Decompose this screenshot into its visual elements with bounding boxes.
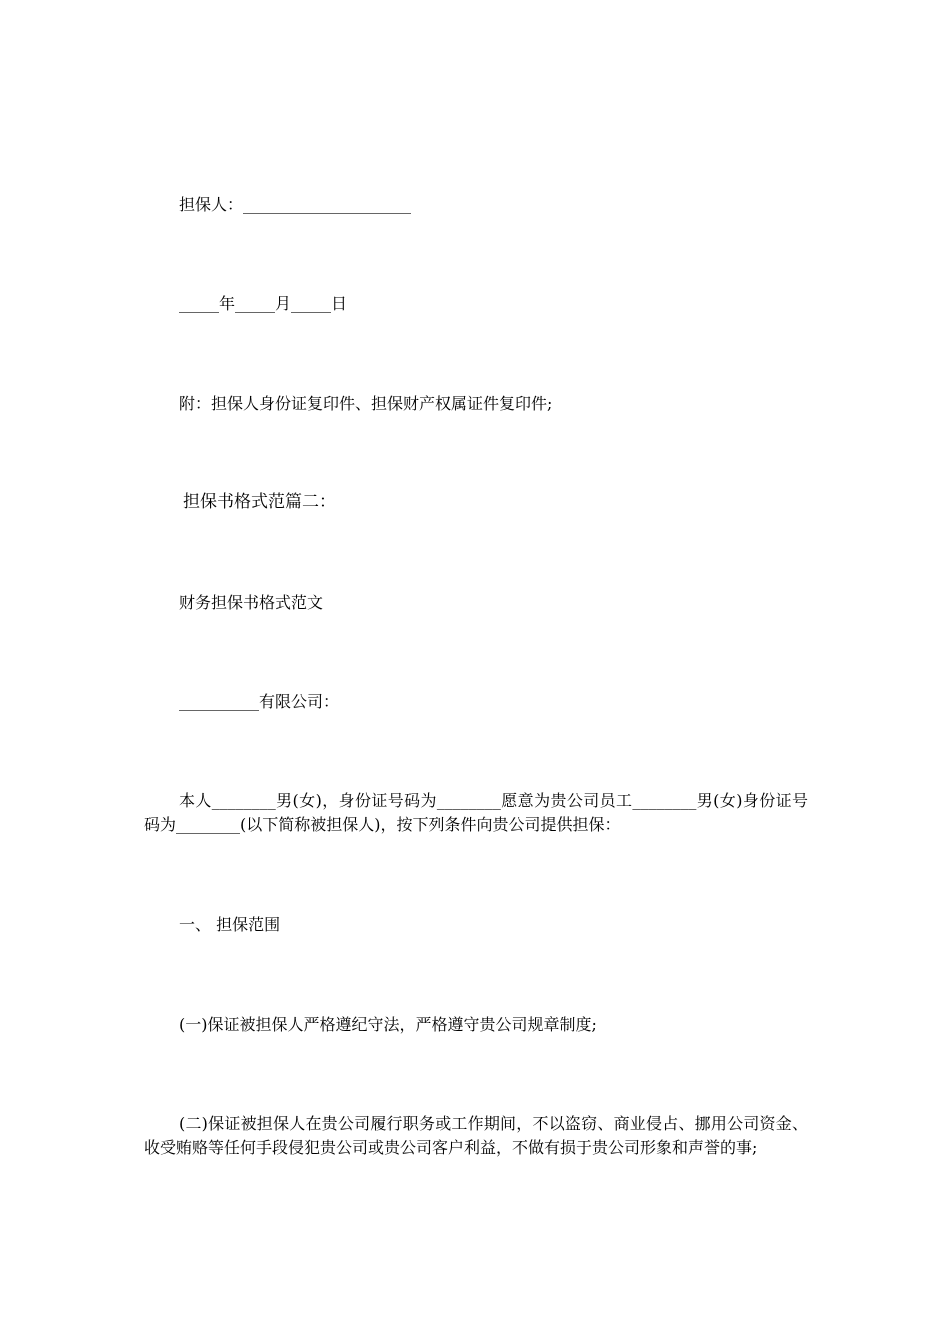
clause-1-heading: 一、 担保范围 bbox=[179, 915, 281, 934]
clause-1-item-2: (二)保证被担保人在贵公司履行职务或工作期间，不以盗窃、商业侵占、挪用公司资金、收受贿赂等任何手段侵犯贵公司或贵公司客户利益，不做有损于贵公司形象和声誉的事; bbox=[144, 1114, 808, 1157]
attachment-note: 附：担保人身份证复印件、担保财产权属证件复印件; bbox=[179, 394, 553, 413]
date-line: _____年_____月_____日 bbox=[179, 294, 348, 313]
document-subtitle: 财务担保书格式范文 bbox=[179, 593, 324, 612]
addressee-line: __________有限公司： bbox=[179, 692, 340, 711]
guarantor-signature-line: 担保人：_____________________ bbox=[179, 195, 412, 214]
intro-paragraph: 本人________男(女)，身份证号码为________愿意为贵公司员工________男(女)身份证号码为________(以下简称被担保人)，按下列条件向贵公司提供担保： bbox=[144, 791, 808, 834]
section-title: 担保书格式范篇二： bbox=[183, 492, 336, 512]
clause-1-item-1: (一)保证被担保人严格遵纪守法，严格遵守贵公司规章制度; bbox=[179, 1015, 597, 1034]
